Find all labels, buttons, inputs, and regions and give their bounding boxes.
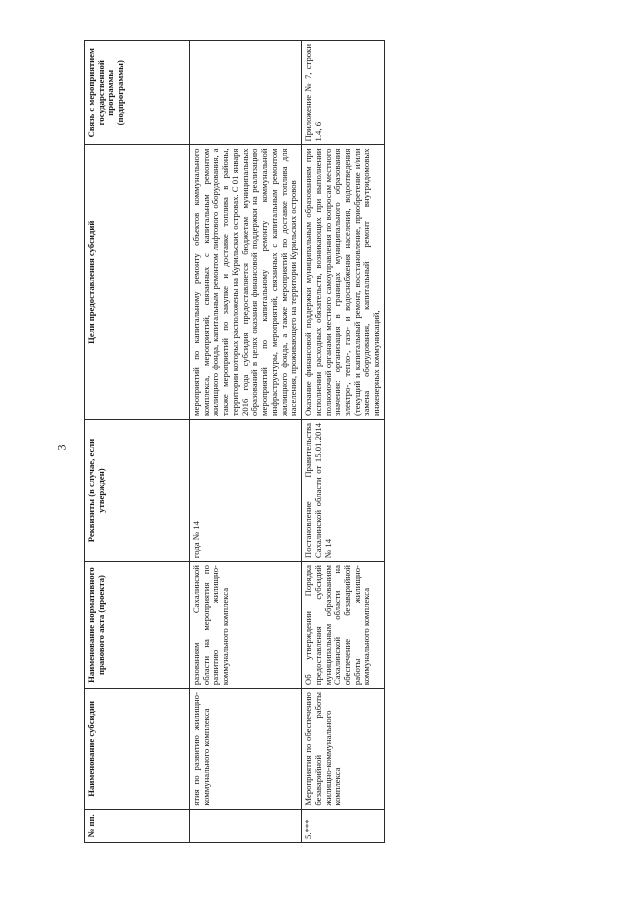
rotated-document <box>84 40 604 843</box>
table-row <box>302 41 385 843</box>
header-subsidy-name: Наименование субсидии <box>85 689 190 810</box>
cell-subsidy-name: Мероприятия по обеспечению безаварийной работы жилищно-коммунального комплекса <box>302 689 385 810</box>
cell-number <box>190 809 302 842</box>
document-content <box>84 40 604 843</box>
cell-program-link <box>190 41 302 145</box>
header-requisites: Реквизиты (в случае, если утвержден) <box>85 419 190 561</box>
header-number: № пп. <box>85 809 190 842</box>
cell-legal-act: разованиям Сахалинской области на мероприятия по развитию жилищно-коммунального комплекса <box>190 562 302 689</box>
subsidies-table <box>84 40 385 843</box>
cell-requisites: Постановление Правительства Сахалинской области от 15.01.2014 № 14 <box>302 419 385 561</box>
table-header-row <box>85 41 190 843</box>
table-row <box>190 41 302 843</box>
header-goals: Цели предоставления субсидий <box>85 145 190 420</box>
header-program-link: Связь с мероприятием государственной программы (подпрограммы) <box>85 41 190 145</box>
page-number: 3 <box>54 444 69 451</box>
cell-goals: мероприятий по капитальному ремонту объектов коммунального комплекса, мероприятий, связанных с капитальным ремонтом жилищного фонда, капитальным ремонтом лифтового оборудования, а также мероприятий по закупке и доставке топлива в районы, территории которых расположены на Курильских островах. С 01 января 2016 года субсидия предоставляется бюджетам муниципальных образований в целях оказания финансовой поддержки на реализацию мероприятий по капитальному ремонту коммунальной инфраструктуры, мероприятий, связанных с капитальным ремонтом жилищного фонда, а также мероприятий по доставке топлива для населения, проживающего на территории Курильских островов <box>190 145 302 420</box>
header-legal-act: Наименование нормативного правового акта (проекта) <box>85 562 190 689</box>
cell-subsidy-name: ятия по развитию жилищно-коммунального комплекса <box>190 689 302 810</box>
cell-requisites: года № 14 <box>190 419 302 561</box>
cell-goals: Оказание финансовой поддержки муниципальным образованиям при исполнении расходных обязательств, возникающих при выполнении полномочий органами местного самоуправления по вопросам местного значения: организация в границах муниципального образования электро-, тепло-, газо- и водоснабжения населения, водоотведения (текущий и капитальный ремонт, восстановление, приобретение и/или замена оборудования, капитальный ремонт внутридомовых инженерных коммуникаций, <box>302 145 385 420</box>
cell-program-link: Приложение № 7, строки 1.4, 6 <box>302 41 385 145</box>
cell-number: 5.*** <box>302 809 385 842</box>
cell-legal-act: Об утверждении Порядка предоставления субсидий муниципальным образованиям Сахалинской области на обеспечение безаварийной работы жилищно-коммунального комплекса <box>302 562 385 689</box>
